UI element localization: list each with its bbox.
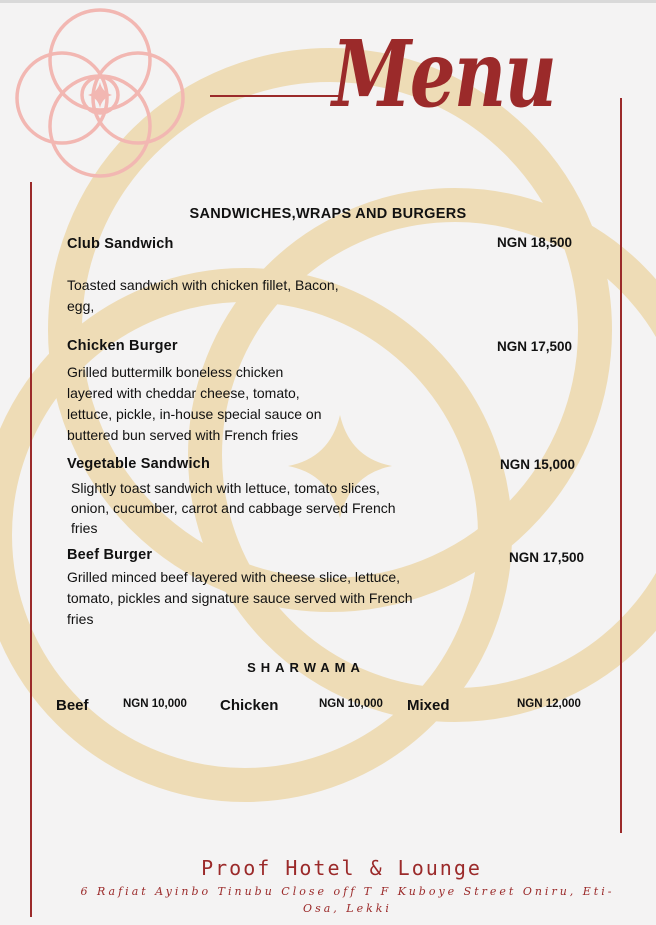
menu-item-price: NGN 15,000 [500, 457, 576, 472]
menu-item-name: Vegetable Sandwich [67, 456, 211, 472]
menu-item-description: Slightly toast sandwich with lettuce, tomato slices, onion, cucumber, carrot and cabbage served French fries [71, 480, 396, 536]
section-title-sharwama: SHARWAMA [247, 660, 365, 675]
menu-item-price: NGN 17,500 [509, 550, 585, 565]
menu-item-name: Beef Burger [67, 547, 153, 563]
menu-item-name: Chicken Burger [67, 338, 178, 354]
menu-item-price: NGN 17,500 [497, 339, 573, 354]
left-border-line [30, 182, 32, 917]
menu-item-price: NGN 18,500 [497, 235, 573, 250]
sharwama-item-price: NGN 10,000 [319, 698, 383, 710]
sharwama-item-name: Mixed [407, 697, 450, 714]
page-title: Menu [332, 20, 556, 128]
hotel-address: 6 Rafiat Ayinbo Tinubu Close off T F Kuboye Street Oniru, Eti-Osa, Lekki [80, 885, 615, 915]
title-rule [210, 95, 340, 97]
menu-item-description: Toasted sandwich with chicken fillet, Bacon, egg, [67, 277, 339, 314]
sharwama-item-name: Chicken [220, 697, 279, 714]
sharwama-item-price: NGN 12,000 [517, 698, 581, 710]
section-title-sandwiches: SANDWICHES,WRAPS AND BURGERS [189, 206, 467, 222]
menu-item-name: Club Sandwich [67, 236, 174, 252]
sharwama-item-price: NGN 10,000 [123, 698, 187, 710]
hotel-name: Proof Hotel & Lounge [201, 856, 482, 880]
menu-item-description: Grilled buttermilk boneless chicken layered with cheddar cheese, tomato, lettuce, pickle, in-house special sauce on buttered bun served with French fries [67, 364, 322, 443]
menu-item-description: Grilled minced beef layered with cheese slice, lettuce, tomato, pickles and signature sauce served with French fries [67, 569, 413, 627]
sharwama-item-name: Beef [56, 697, 89, 714]
